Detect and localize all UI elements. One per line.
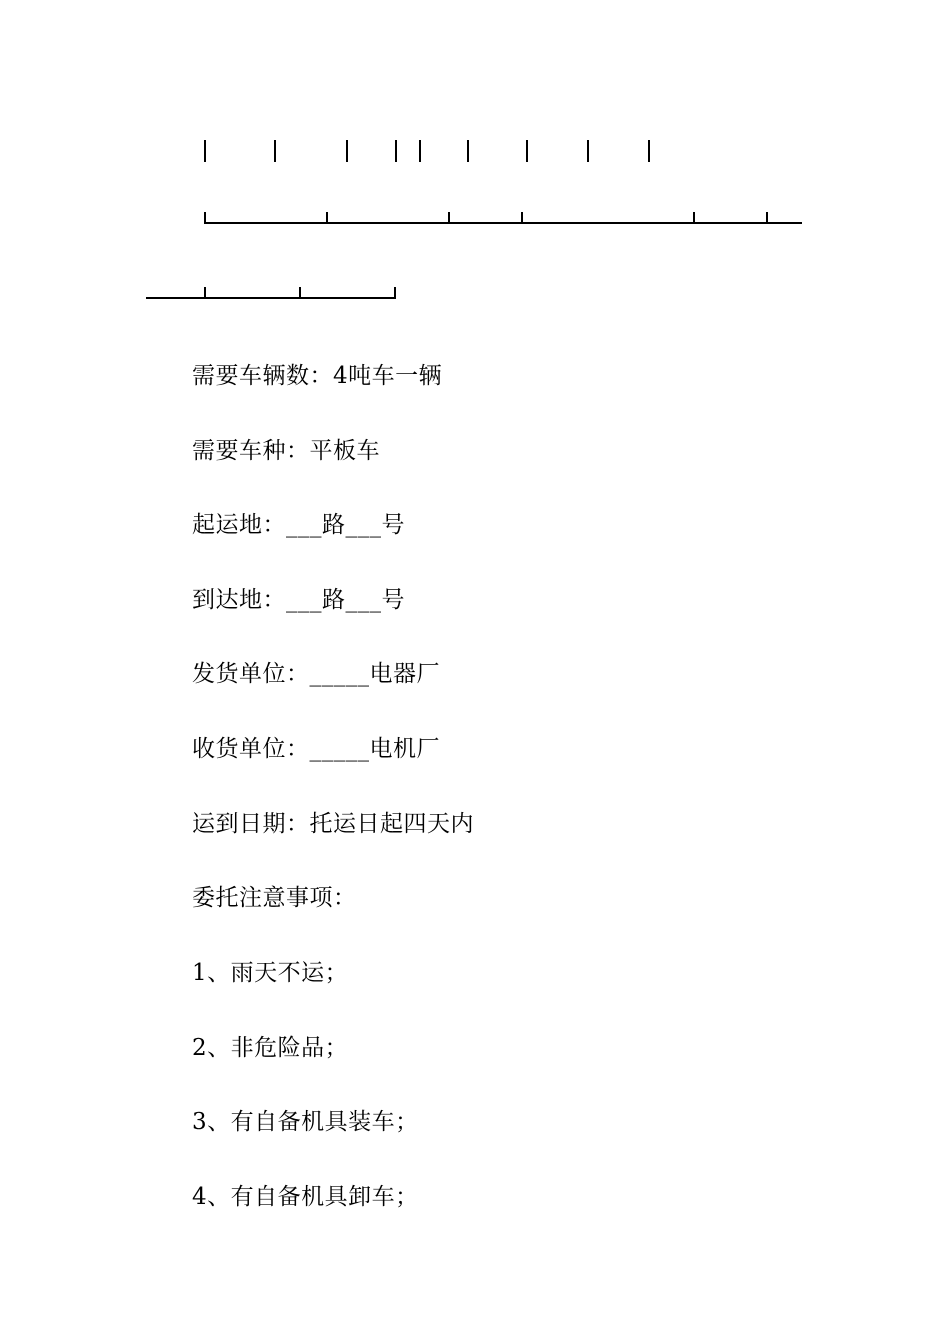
note-item: 4、有自备机具卸车；	[192, 1184, 419, 1210]
field-label: 收货单位：	[192, 736, 310, 762]
table-joint-tick	[448, 212, 450, 224]
table-fragment	[0, 0, 950, 310]
note-item: 2、非危险品；	[192, 1035, 349, 1061]
table-vertical-rule	[648, 140, 650, 162]
field-vehicle-count	[192, 361, 442, 391]
table-joint-tick	[204, 287, 206, 299]
table-vertical-rule	[526, 140, 528, 162]
field-arrival-date	[192, 809, 474, 839]
field-vehicle-type	[192, 436, 380, 466]
field-label: 需要车种：	[192, 438, 310, 464]
field-label: 起运地：	[192, 512, 286, 538]
table-vertical-rule	[587, 140, 589, 162]
table-vertical-rule	[346, 140, 348, 162]
table-bottom-rule	[204, 222, 802, 224]
field-value: ___路___号	[286, 587, 405, 613]
table-joint-tick	[766, 212, 768, 224]
field-value: ___路___号	[286, 512, 405, 538]
field-label: 发货单位：	[192, 661, 310, 687]
field-value: 平板车	[309, 438, 380, 464]
field-label: 需要车辆数：	[192, 363, 333, 389]
table-vertical-rule	[467, 140, 469, 162]
note-item: 1、雨天不运；	[192, 960, 349, 986]
table-corner-tick	[204, 212, 206, 224]
table-joint-tick	[693, 212, 695, 224]
table-joint-tick	[326, 212, 328, 224]
table-corner-tick	[394, 287, 396, 299]
field-value: _____电机厂	[309, 736, 440, 762]
note-item: 3、有自备机具装车；	[192, 1109, 419, 1135]
field-value: _____电器厂	[309, 661, 440, 687]
notes-heading: 委托注意事项：	[192, 885, 357, 911]
field-value: 托运日起四天内	[309, 811, 474, 837]
field-origin	[192, 510, 405, 540]
field-value: 4吨车一辆	[333, 363, 443, 389]
table-joint-tick	[299, 287, 301, 299]
table-vertical-rule	[419, 140, 421, 162]
table-vertical-rule	[274, 140, 276, 162]
field-consignee	[192, 734, 440, 764]
table-vertical-rule	[204, 140, 206, 162]
field-shipper	[192, 659, 440, 689]
field-label: 到达地：	[192, 587, 286, 613]
field-destination	[192, 585, 405, 615]
table-joint-tick	[521, 212, 523, 224]
table-vertical-rule	[395, 140, 397, 162]
field-label: 运到日期：	[192, 811, 310, 837]
table-bottom-rule	[146, 297, 396, 299]
